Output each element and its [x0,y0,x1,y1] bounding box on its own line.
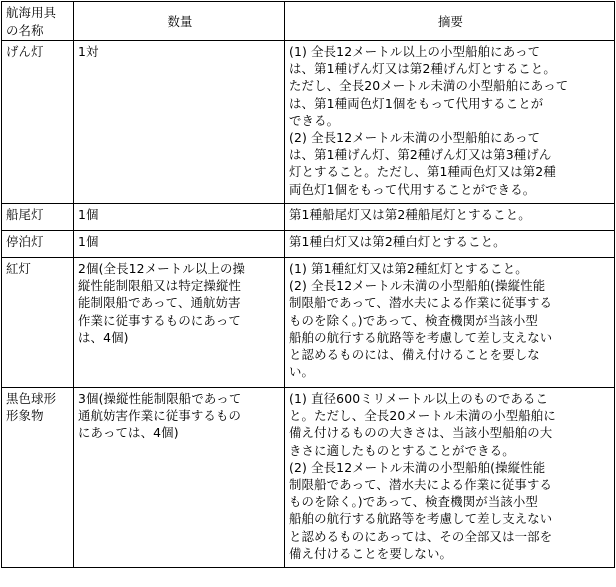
quantity-cell [74,204,285,231]
cell-line: 黒色球形 [6,391,57,406]
cell-line: 備え付けることを要しない。 [289,545,453,561]
quantity-cell [74,258,285,388]
cell-line: 紅灯 [6,261,32,276]
cell-line: ものを除く。)であって、検査機関が当該小型 [289,494,538,510]
cell-line: 1個 [78,207,99,222]
cell-line: 灯とすること。ただし、第1種両色灯又は第2種 [289,164,556,180]
cell-line: 両色灯1個をもって代用することができる。 [289,181,536,197]
cell-line: ものを除く。)であって、検査機関が当該小型 [289,312,538,328]
cell-line: 作業に従事するものにあって [78,312,241,328]
header-name-line: 航海用具 [6,5,57,21]
cell-line: 停泊灯 [6,234,44,249]
summary-cell [285,388,615,568]
cell-line: 1対 [78,44,99,59]
equipment-name-cell [2,41,74,204]
equipment-name-cell [2,388,74,568]
cell-line: げん灯 [6,44,44,59]
cell-line: は、第1種げん灯、第2種げん灯又は第3種げん [289,147,552,163]
cell-line: (2) 全長12メートル未満の小型船舶(操縦性能 [289,278,546,294]
summary-cell [285,231,615,258]
equipment-name-cell [2,204,74,231]
summary-cell [285,204,615,231]
cell-line: 縦性能制限船又は特定操縦性 [78,278,242,294]
cell-line: 制限船であって、潜水夫による作業に従事する [289,477,552,493]
cell-line: 船舶の航行する航路等を考慮して差し支えない [289,329,553,345]
table-row [2,41,615,204]
table-row [2,231,615,258]
cell-line: と。ただし、全長20メートル未満の小型船舶に [289,408,556,424]
cell-line: 船舶の航行する航路等を考慮して差し支えない [289,511,553,527]
table-row [2,258,615,388]
quantity-cell [74,231,285,258]
cell-line: 船尾灯 [6,207,44,222]
cell-line: (2) 全長12メートル未満の小型船舶(操縦性能 [289,459,546,475]
quantity-cell [74,388,285,568]
cell-line: と認めるものにあっては、その全部又は一部を [289,528,553,544]
header-equipment-name [2,2,74,41]
cell-line: は、4個) [78,329,129,345]
header-quantity: 数量 [74,2,285,41]
summary-cell [285,41,615,204]
cell-line: (1) 全長12メートル以上の小型船舶にあって [289,44,541,59]
cell-line: きさに適したものとすることができる。 [289,442,515,458]
cell-line: (1) 直径600ミリメートル以上のものであるこ [289,391,549,406]
equipment-name-cell [2,258,74,388]
cell-line: (1) 第1種紅灯又は第2種紅灯とすること。 [289,261,528,276]
table-row [2,388,615,568]
cell-line: できる。 [289,112,340,128]
cell-line: 1個 [78,234,99,249]
cell-line: 備え付けるものの大きさは、当該小型船舶の大 [289,425,553,441]
cell-line: は、第1種両色灯1個をもって代用することが [289,95,544,111]
header-name-line: の名称 [6,22,44,38]
cell-line: 第1種船尾灯又は第2種船尾灯とすること。 [289,207,531,222]
cell-line: 通航妨害作業に従事するもの [78,408,242,424]
cell-line: ただし、全長20メートル未満の小型船舶にあって [289,78,569,94]
cell-line: は、第1種げん灯又は第2種げん灯とすること。 [289,61,556,77]
equipment-name-cell [2,231,74,258]
cell-line: 形象物 [6,408,44,424]
cell-line: 能制限船であって、通航妨害 [78,295,241,311]
cell-line: 2個(全長12メートル以上の操 [78,261,246,276]
header-row [2,2,615,41]
table-row [2,204,615,231]
cell-line: と認めるものには、備え付けることを要しな [289,347,540,363]
cell-line: 3個(操縦性能制限船であって [78,391,242,406]
cell-line: (2) 全長12メートル未満の小型船舶にあって [289,130,541,146]
cell-line: 制限船であって、潜水夫による作業に従事する [289,295,552,311]
equipment-table [1,1,615,568]
cell-line: にあっては、4個) [78,425,179,441]
summary-cell [285,258,615,388]
header-summary: 摘要 [285,2,615,41]
cell-line: い。 [289,364,315,380]
cell-line: 第1種白灯又は第2種白灯とすること。 [289,234,506,249]
quantity-cell [74,41,285,204]
